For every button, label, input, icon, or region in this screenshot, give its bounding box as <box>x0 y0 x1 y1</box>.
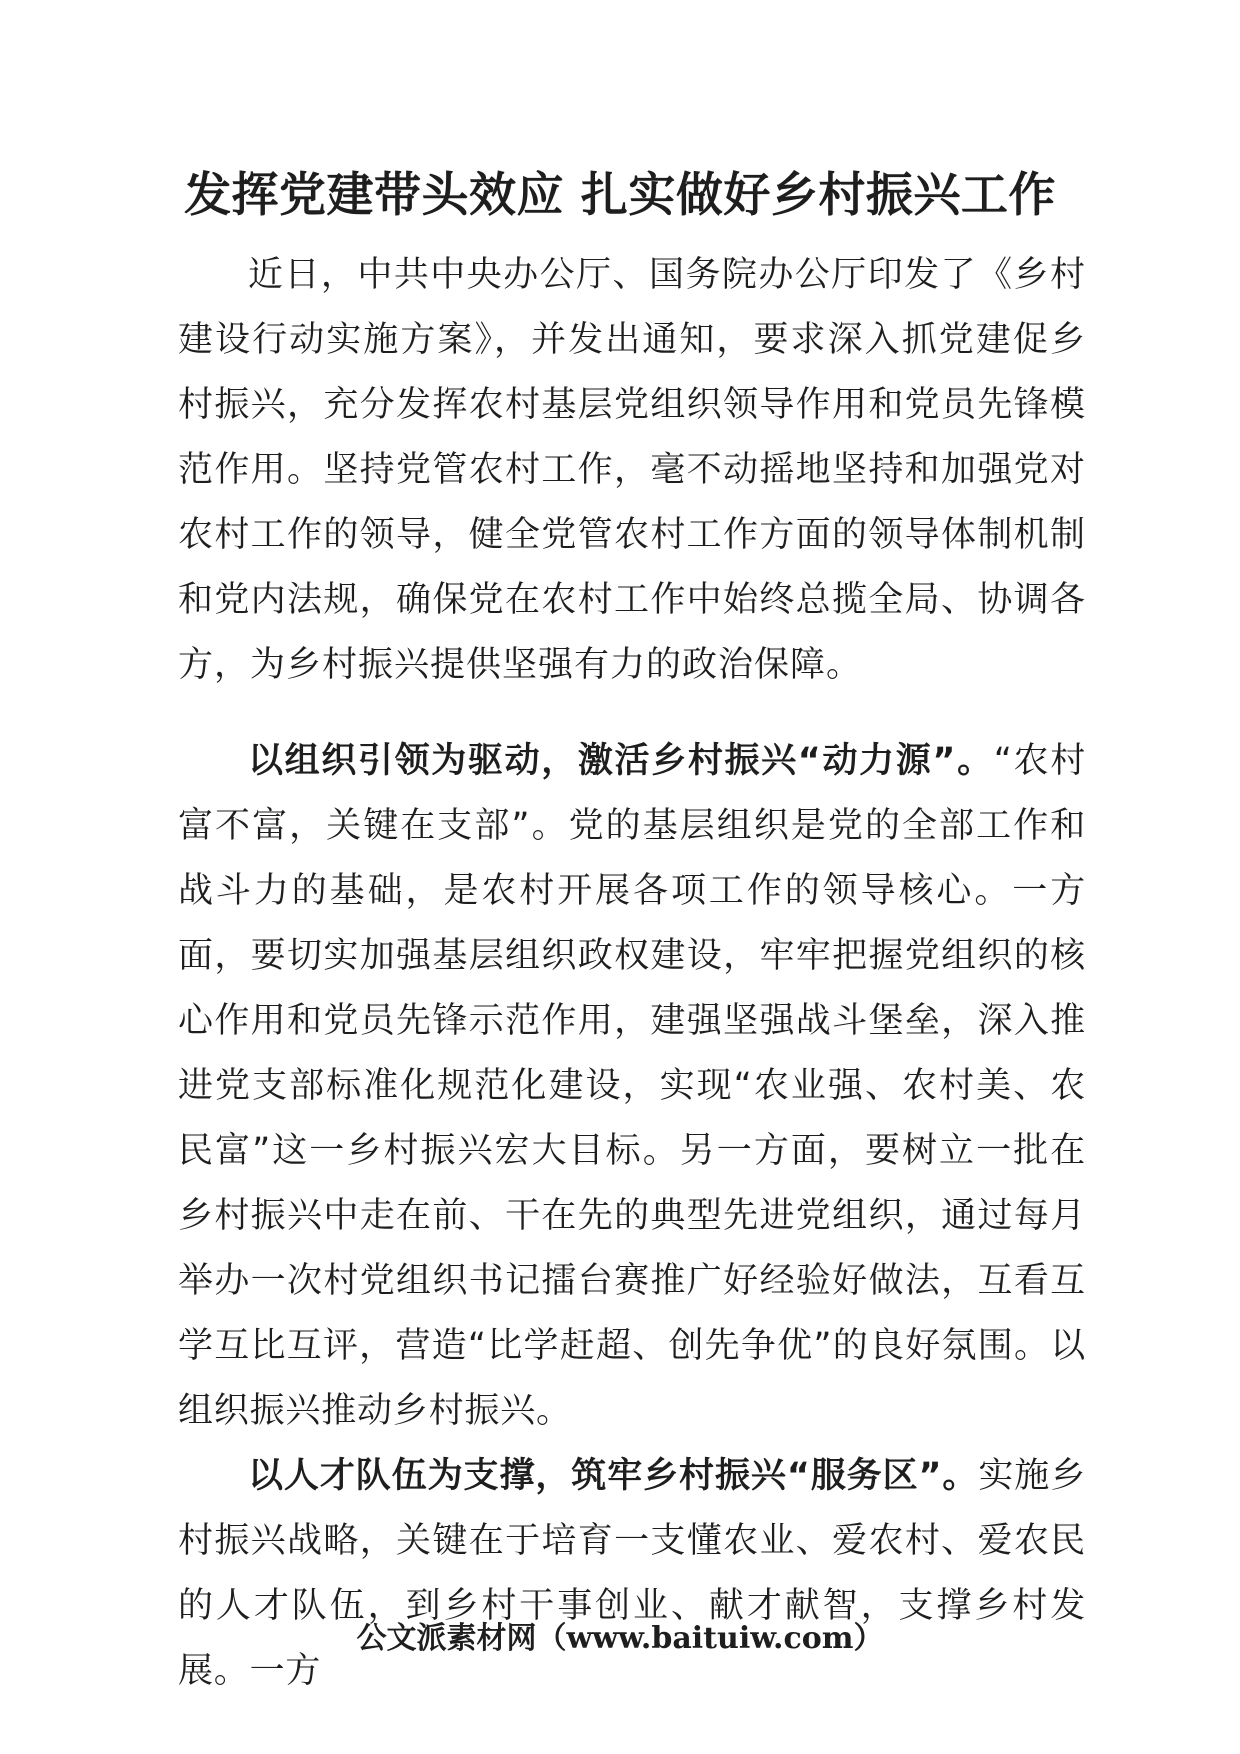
paragraph-lead-heading: 以组织引领为驱动，激活乡村振兴“动力源”。 <box>248 741 994 781</box>
document-title: 发挥党建带头效应 扎实做好乡村振兴工作 <box>184 168 1056 223</box>
paragraph-text: 近日，中共中央办公厅、国务院办公厅印发了《乡村建设行动实施方案》，并发出通知，要求深入抓党建促乡村振兴，充分发挥农村基层党组织领导作用和党员先锋模范作用。坚持党管农村工作，毫不动摇地坚持和加强党对农村工作的领导，健全党管农村工作方面的领导体制机制和党内法规，确保党在农村工作中始终总揽全局、协调各方，为乡村振兴提供坚强有力的政治保障。 <box>178 255 1086 685</box>
page-footer <box>0 1617 1240 1661</box>
paragraph-talent <box>178 1444 1086 1704</box>
paragraph-text: “农村富不富，关键在支部”。党的基层组织是党的全部工作和战斗力的基础，是农村开展各项工作的领导核心。一方面，要切实加强基层组织政权建设，牢牢把握党组织的核心作用和党员先锋示范作用，建强坚强战斗堡垒，深入推进党支部标准化规范化建设，实现“农业强、农村美、农民富”这一乡村振兴宏大目标。另一方面，要树立一批在乡村振兴中走在前、干在先的典型先进党组织，通过每月举办一次村党组织书记擂台赛推广好经验好做法，互看互学互比互评，营造“比学赶超、创先争优”的良好氛围。以组织振兴推动乡村振兴。 <box>178 741 1086 1431</box>
paragraph-text: 实施乡村振兴战略，关键在于培育一支懂农业、爱农村、爱农民的人才队伍，到乡村干事创业、献才献智，支撑乡村发展。一方 <box>178 1456 1087 1691</box>
paragraph-intro <box>178 243 1086 698</box>
footer-url: （www.baituiw.com） <box>536 1621 884 1656</box>
paragraph-organization <box>178 729 1086 1444</box>
footer-site-name: 公文派素材网 <box>356 1621 537 1656</box>
paragraph-lead-heading: 以人才队伍为支撑，筑牢乡村振兴“服务区”。 <box>248 1456 979 1496</box>
document-body <box>178 243 1086 1704</box>
